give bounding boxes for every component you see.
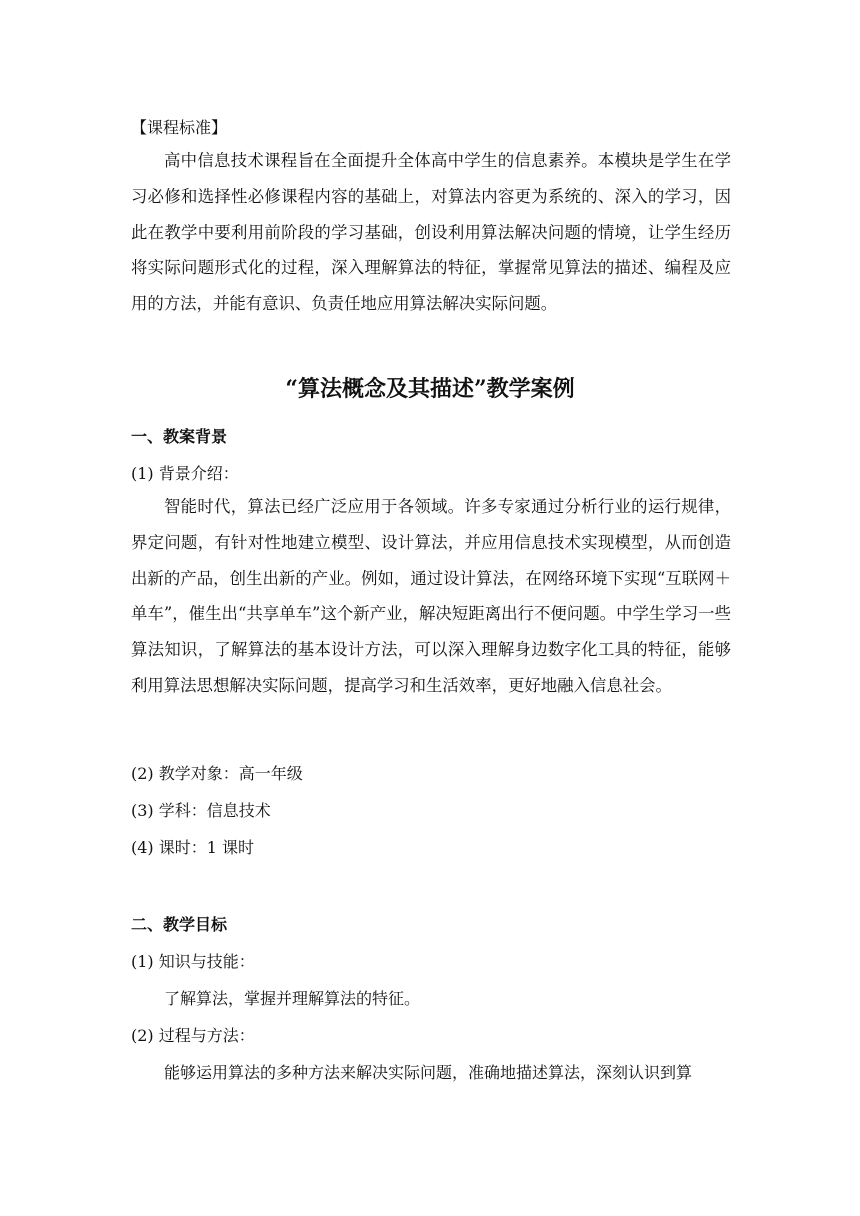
section-heading-background: 一、教案背景 [131, 427, 228, 446]
document-title: “算法概念及其描述”教学案例 [285, 376, 575, 402]
class-hours: (4) 课时：1 课时 [131, 838, 255, 857]
subject: (3) 学科：信息技术 [131, 801, 271, 820]
background-intro-paragraph: 智能时代，算法已经广泛应用于各领域。许多专家通过分析行业的运行规律，界定问题，有针对性地建立模型、设计算法，并应用信息技术实现模型，从而创造出新的产品，创生出新的产业。例如，通过设计算法，在网络环境下实现“互联网＋单车”，催生出“共享单车”这个新产业，解决短距离出行不便问题。中学生学习一些算法知识，了解算法的基本设计方法，可以深入理解身边数字化工具的特征，能够利用算法思想解决实际问题，提高学习和生活效率，更好地融入信息社会。 [131, 497, 731, 695]
section-heading-objectives: 二、教学目标 [131, 915, 228, 934]
course-standard-heading: 【课程标准】 [131, 118, 228, 137]
teaching-object: (2) 教学对象：高一年级 [131, 764, 303, 783]
knowledge-skills-label: (1) 知识与技能： [131, 952, 255, 971]
knowledge-skills-text: 了解算法，掌握并理解算法的特征。 [164, 989, 421, 1008]
course-standard-paragraph: 高中信息技术课程旨在全面提升全体高中学生的信息素养。本模块是学生在学习必修和选择性必修课程内容的基础上，对算法内容更为系统的、深入的学习，因此在教学中要利用前阶段的学习基础，创设利用算法解决问题的情境，让学生经历将实际问题形式化的过程，深入理解算法的特征，掌握常见算法的描述、编程及应用的方法，并能有意识、负责任地应用算法解决实际问题。 [131, 151, 731, 314]
background-intro-label: (1) 背景介绍： [131, 464, 239, 483]
process-methods-text: 能够运用算法的多种方法来解决实际问题，准确地描述算法，深刻认识到算 [164, 1063, 693, 1082]
process-methods-label: (2) 过程与方法： [131, 1026, 255, 1045]
